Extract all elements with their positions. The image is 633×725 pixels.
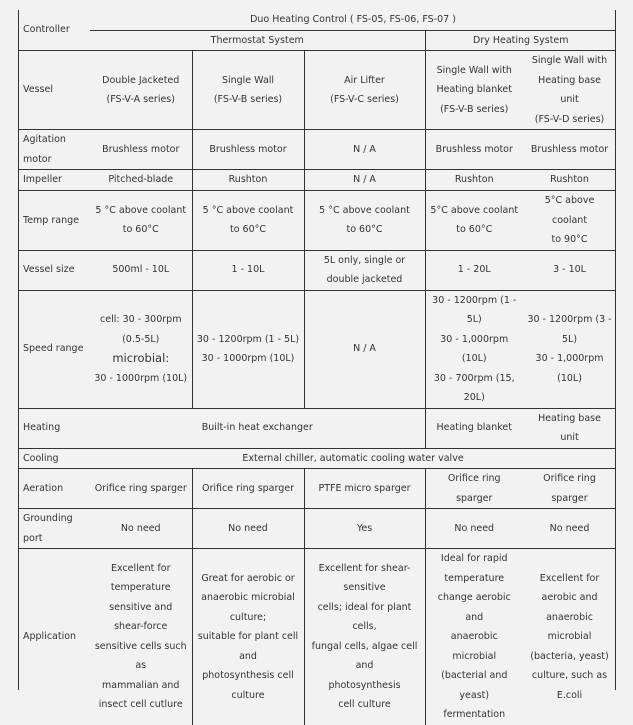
cell-line: cells, (352, 621, 377, 633)
temp-row (18, 191, 616, 251)
label-line: Grounding (23, 513, 73, 524)
thermostat-system-header: Thermostat System (90, 30, 425, 51)
aeration-cell (192, 469, 304, 509)
grounding-cell: Yes (304, 509, 425, 549)
application-cell (304, 549, 425, 725)
cell-line: fungal cells, algae cell (311, 640, 418, 652)
cell-line: (bacteria, yeast) (530, 650, 609, 662)
vessel-size-cell (90, 250, 192, 290)
cell-line: photosynthesis (328, 679, 401, 691)
impeller-cell: Rushton (425, 170, 523, 191)
temp-label: Temp range (18, 191, 90, 251)
cell-line: (FS-V-B series) (440, 103, 509, 115)
cell-line: (0.5-5L) (122, 333, 160, 345)
aeration-cell (90, 469, 192, 509)
cell-line: Single Wall with (531, 55, 608, 66)
cell-line: anaerobic (546, 611, 593, 623)
heating-blanket-cell: Heating blanket (425, 408, 523, 448)
grounding-label (18, 509, 90, 549)
cell-line: 30 - 1200rpm (1 - 5L) (196, 333, 300, 345)
cell-line: 30 - 1,000rpm (535, 353, 604, 364)
cell-line: 5 °C above coolant (202, 204, 294, 216)
agitation-cell: Brushless motor (425, 130, 523, 170)
cell-line: to 60°C (346, 224, 383, 236)
cell-line: 30 - 1200rpm (1 - (432, 294, 517, 306)
cell-line: to 60°C (122, 224, 159, 236)
cell-line: aerobic and (541, 592, 598, 603)
cell-line: sparger (551, 492, 588, 504)
cell-line: Heating blanket (436, 84, 512, 96)
cell-line: culture (231, 689, 265, 701)
cell-line: to 90°C (551, 234, 588, 245)
cell-line: anaerobic (450, 631, 498, 642)
heating-thermostat-cell: Built-in heat exchanger (90, 408, 425, 448)
cell-line: 30 - 1000rpm (10L) (94, 372, 188, 384)
aeration-cell (425, 469, 523, 509)
cell-line: sensitive cells such (94, 640, 187, 652)
grounding-cell: No need (192, 509, 304, 549)
cell-line: 5L only, single or (323, 254, 406, 266)
vessel-cell (304, 51, 425, 130)
cell-line: PTFE micro sparger (318, 482, 411, 494)
grounding-cell: No need (90, 509, 192, 549)
speed-row (18, 290, 616, 408)
cell-line: insect cell cutlure (98, 699, 183, 711)
cell-line: 5°C above coolant (430, 204, 519, 216)
vessel-row (18, 51, 616, 130)
cell-line: unit (560, 432, 579, 443)
cell-line: coolant (551, 214, 588, 226)
controller-value: Duo Heating Control ( FS-05, FS-06, FS-07 ) (90, 10, 616, 30)
cell-line: 5°C above (544, 195, 595, 206)
temp-cell (523, 191, 616, 251)
cooling-row (18, 448, 616, 469)
impeller-cell: Rushton (192, 170, 304, 191)
vessel-size-row (18, 250, 616, 290)
aeration-cell (523, 469, 616, 509)
label-line: motor (23, 153, 52, 165)
heating-base-cell (523, 408, 616, 448)
cell-line: 500ml - 10L (112, 264, 170, 276)
grounding-row (18, 509, 616, 549)
cell-line: Orifice ring sparger (201, 482, 295, 494)
cell-line: double jacketed (326, 274, 403, 285)
grounding-cell: No need (523, 509, 616, 549)
agitation-cell: Brushless motor (192, 130, 304, 170)
cell-line: microbial (452, 650, 497, 662)
cell-line: microbial (547, 631, 592, 642)
cell-line: as (135, 660, 147, 672)
cell-line: 5 °C above coolant (319, 204, 410, 216)
cell-line: and (355, 660, 374, 672)
cell-line: E.coli (556, 689, 583, 701)
vessel-cell (90, 51, 192, 130)
heating-row (18, 408, 616, 448)
agitation-cell: Brushless motor (523, 130, 616, 170)
dry-heating-system-header: Dry Heating System (425, 30, 616, 51)
cell-line: 5L) (562, 333, 578, 345)
cell-line: sensitive (343, 582, 386, 594)
cell-line: Excellent for (111, 562, 171, 574)
cell-line: culture; (229, 611, 267, 623)
grounding-cell: No need (425, 509, 523, 549)
impeller-cell: N / A (304, 170, 425, 191)
cell-line: culture, such as (531, 670, 608, 681)
application-cell (523, 549, 616, 725)
vessel-cell (192, 51, 304, 130)
impeller-row (18, 170, 616, 191)
cell-line: 30 - 1200rpm (3 - (527, 314, 612, 325)
cell-line: 5 °C above coolant (95, 204, 187, 216)
speed-cell (304, 290, 425, 408)
heating-label: Heating (18, 408, 90, 448)
cell-line: cell: 30 - 300rpm (100, 314, 182, 325)
cooling-value: External chiller, automatic cooling water valve (90, 448, 616, 469)
cell-line: Double Jacketed (102, 74, 180, 86)
controller-row (18, 10, 616, 30)
application-row (18, 549, 616, 725)
vessel-label: Vessel (18, 51, 90, 130)
cell-line: 3 - 10L (553, 264, 586, 276)
vessel-cell (523, 51, 616, 130)
cell-line: (FS-V-C series) (330, 94, 399, 105)
temp-cell (192, 191, 304, 251)
label-line: Agitation (23, 134, 66, 145)
cell-line: (FS-V-B series) (213, 94, 283, 105)
cell-line: to 60°C (229, 224, 267, 236)
cell-line: (bacterial and (441, 670, 508, 681)
cell-line: Orifice ring sparger (94, 482, 187, 494)
agitation-row (18, 130, 616, 170)
cell-line: 1 - 20L (457, 264, 491, 276)
speed-cell (90, 290, 192, 408)
cell-line: anaerobic microbial (201, 592, 295, 603)
cell-line: Ideal for rapid (440, 553, 508, 564)
cell-line: cell culture (338, 699, 391, 711)
cell-line: Excellent for shear- (318, 562, 411, 574)
aeration-row (18, 469, 616, 509)
cell-line: 30 - 1000rpm (10L) (201, 353, 295, 364)
cell-line: to 60°C (456, 224, 493, 236)
cell-line: (10L) (557, 372, 582, 384)
application-cell (425, 549, 523, 725)
system-row (18, 30, 616, 51)
cell-line: change aerobic and (437, 592, 511, 623)
cell-line: suitable for plant cell (197, 631, 299, 642)
cell-line: Excellent for (539, 572, 600, 584)
cell-line: fermentation (443, 709, 506, 720)
cell-line: (FS-V-A series) (106, 94, 175, 105)
speed-label: Speed range (18, 290, 90, 408)
label-line: port (23, 532, 43, 544)
cell-line: unit (560, 94, 579, 105)
cell-line: 30 - 1,000rpm (10L) (440, 333, 509, 364)
cell-line: temperature (110, 582, 171, 594)
cell-line: shear-force (114, 621, 168, 633)
application-cell (90, 549, 192, 725)
cell-line: 5L) (466, 314, 482, 325)
speed-cell (523, 290, 616, 408)
cooling-label: Cooling (18, 448, 90, 469)
cell-line: yeast) (459, 689, 490, 701)
cell-line: and (239, 650, 257, 662)
cell-line: Orifice ring sparger (447, 473, 501, 504)
impeller-cell: Rushton (523, 170, 616, 191)
vessel-size-cell (425, 250, 523, 290)
cell-line: 1 - 10L (231, 264, 265, 276)
cell-line: Single Wall (221, 74, 275, 86)
speed-cell (192, 290, 304, 408)
vessel-size-cell (304, 250, 425, 290)
temp-cell (425, 191, 523, 251)
cell-line: Heating base (538, 412, 601, 424)
vessel-size-cell (523, 250, 616, 290)
application-label: Application (18, 549, 90, 725)
cell-line: Great for aerobic or (201, 572, 295, 584)
cell-line: mammalian and (102, 679, 180, 691)
vessel-cell (425, 51, 523, 130)
impeller-cell: Pitched-blade (90, 170, 192, 191)
agitation-label (18, 130, 90, 170)
aeration-cell (304, 469, 425, 509)
spec-table (18, 10, 616, 725)
cell-line: Air Lifter (344, 74, 385, 86)
vessel-size-cell (192, 250, 304, 290)
cell-line: 30 - 700rpm (15, (433, 372, 515, 384)
impeller-label: Impeller (18, 170, 90, 191)
temp-cell (304, 191, 425, 251)
cell-line: N / A (353, 343, 376, 355)
speed-cell (425, 290, 523, 408)
cell-line: (FS-V-D series) (534, 113, 605, 125)
agitation-cell: N / A (304, 130, 425, 170)
cell-line: photosynthesis cell (202, 670, 294, 681)
application-cell (192, 549, 304, 725)
cell-line: temperature (444, 572, 505, 584)
aeration-label: Aeration (18, 469, 90, 509)
cell-line: 20L) (463, 392, 485, 403)
cell-line: microbial: (112, 351, 170, 365)
cell-line: Heating base (538, 74, 601, 86)
cell-line: cells; ideal for plant (317, 601, 412, 613)
cell-line: Orifice ring (543, 473, 596, 484)
vessel-size-label: Vessel size (18, 250, 90, 290)
cell-line: Single Wall with (436, 64, 512, 76)
cell-line: sensitive and (109, 601, 173, 613)
temp-cell (90, 191, 192, 251)
agitation-cell: Brushless motor (90, 130, 192, 170)
controller-label: Controller (18, 10, 90, 51)
